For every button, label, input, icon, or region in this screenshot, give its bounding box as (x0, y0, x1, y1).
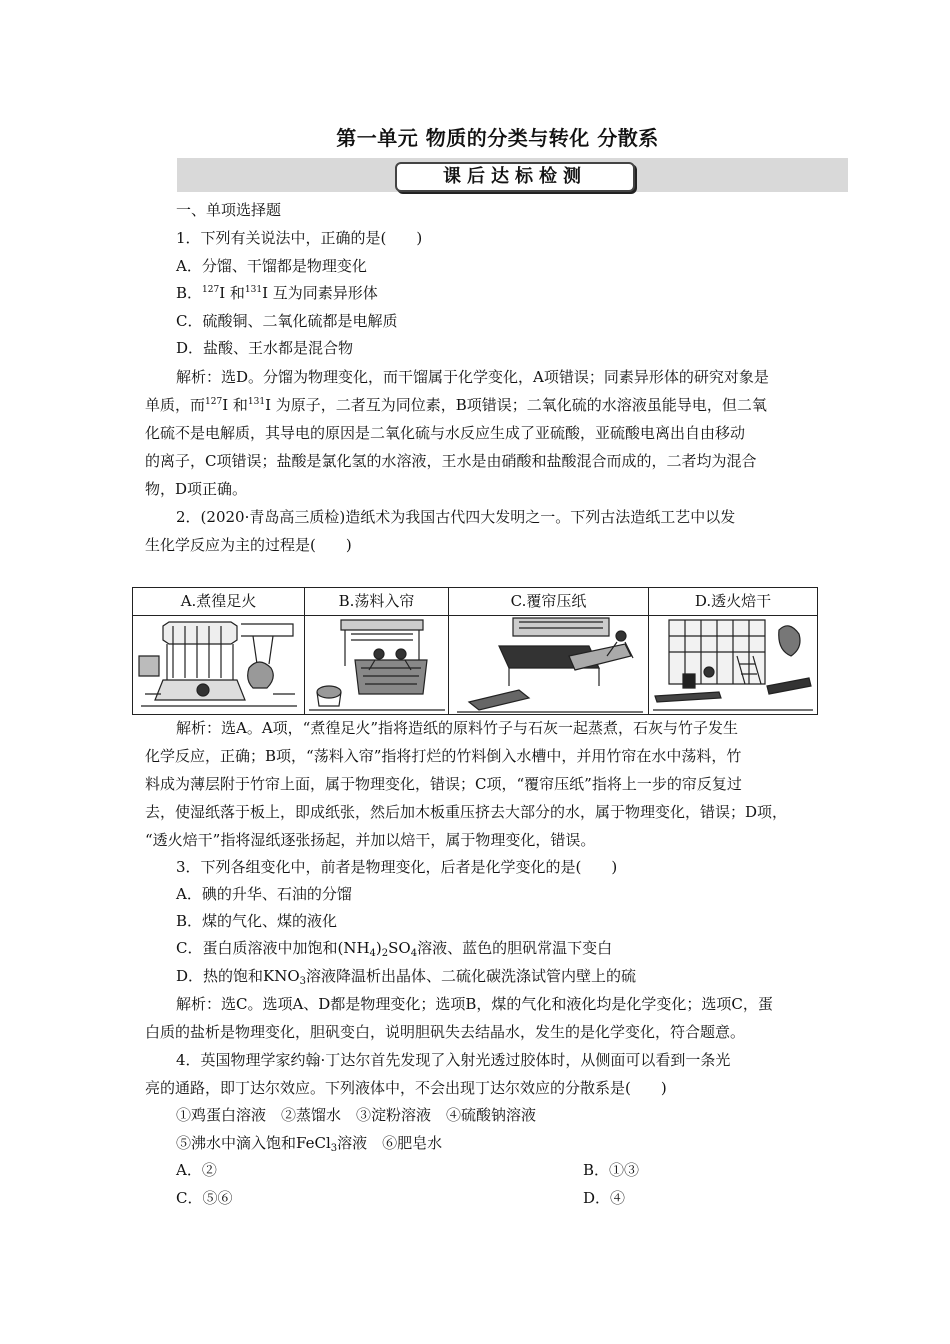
illustration-scooping (305, 616, 449, 714)
q4-items: ①鸡蛋白溶液 ②蒸馏水 ③淀粉溶液 ④硫酸钠溶液 (176, 1106, 537, 1124)
page-title: 第一单元 物质的分类与转化 分散系 (336, 126, 659, 150)
q4-option-a: A．② (176, 1161, 217, 1179)
table-header-d: D.透火焙干 (649, 588, 817, 616)
q4-stem: 亮的通路，即丁达尔效应。下列液体中，不会出现丁达尔效应的分散系是( ) (145, 1079, 667, 1097)
q3-option-d: D．热的饱和$KNO_3$溶液降温析出晶体、二硫化碳洗涤试管内壁上的硫 (176, 967, 637, 987)
q1-answer-line: 物，D项正确。 (145, 480, 248, 498)
q2-stem: 2．(2020·青岛高三质检)造纸术为我国古代四大发明之一。下列古法造纸工艺中以发 (176, 508, 736, 526)
q4-stem: 4．英国物理学家约翰·丁达尔首先发现了入射光透过胶体时，从侧面可以看到一条光 (176, 1051, 731, 1069)
q4-option-b: B．①③ (583, 1161, 640, 1179)
q3-answer-line: 解析：选C。选项A、D都是物理变化；选项B，煤的气化和液化均是化学变化；选项C，蛋 (176, 995, 773, 1013)
q1-stem: 1．下列有关说法中，正确的是( ) (176, 229, 423, 247)
q3-answer-line: 白质的盐析是物理变化，胆矾变白，说明胆矾失去结晶水，发生的是化学变化，符合题意。 (145, 1023, 746, 1041)
q1-option-d: D．盐酸、王水都是混合物 (176, 339, 354, 357)
table-header-a: A.煮徨足火 (133, 588, 305, 616)
illustration-boiling (133, 616, 305, 714)
q1-answer-line: 化硫不是电解质，其导电的原因是二氧化硫与水反应生成了亚硫酸，亚硫酸电离出自由移动 (145, 424, 746, 442)
q2-answer-line: 解析：选A。A项，“煮徨足火”指将造纸的原料竹子与石灰一起蒸煮，石灰与竹子发生 (176, 719, 739, 737)
q2-answer-line: “透火焙干”指将湿纸逐张扬起，并加以焙干，属于物理变化，错误。 (145, 831, 596, 849)
q4-items: ⑤沸水中滴入饱和FeCl$_3$溶液 ⑥肥皂水 (176, 1134, 443, 1154)
q1-option-b: B．$^{127}$I 和$^{131}$I 互为同素异形体 (176, 284, 378, 302)
q1-option-a: A．分馏、干馏都是物理变化 (176, 257, 367, 275)
q1-answer-line: 单质，而$^{127}$I 和$^{131}$I 为原子，二者互为同位素，B项错误；二氧化硫的水溶液虽能导电，但二氧 (145, 396, 767, 414)
q3-option-a: A．碘的升华、石油的分馏 (176, 885, 352, 903)
illustration-pressing (449, 616, 649, 714)
q4-option-d: D．④ (583, 1189, 626, 1207)
process-table (132, 587, 818, 715)
banner-label: 课后达标检测 (395, 162, 635, 192)
q4-option-c: C．⑤⑥ (176, 1189, 233, 1207)
table-header-c: C.覆帘压纸 (449, 588, 649, 616)
q2-answer-line: 料成为薄层附于竹帘上面，属于物理变化，错误；C项，“覆帘压纸”指将上一步的帘反复过 (145, 775, 742, 793)
table-header-b: B.荡料入帘 (305, 588, 449, 616)
q1-answer-line: 解析：选D。分馏为物理变化，而干馏属于化学变化，A项错误；同素异形体的研究对象是 (176, 368, 769, 386)
section-heading: 一、单项选择题 (176, 201, 282, 219)
q3-option-c: C．蛋白质溶液中加饱和$(NH_4)_2SO_4$溶液、蓝色的胆矾常温下变白 (176, 939, 613, 959)
q3-stem: 3．下列各组变化中，前者是物理变化，后者是化学变化的是( ) (176, 858, 618, 876)
q3-option-b: B．煤的气化、煤的液化 (176, 912, 338, 930)
illustration-drying (649, 616, 817, 714)
q2-answer-line: 化学反应，正确；B项，“荡料入帘”指将打烂的竹料倒入水槽中，并用竹帘在水中荡料，竹 (145, 747, 742, 765)
q1-answer-line: 的离子，C项错误；盐酸是氯化氢的水溶液，王水是由硝酸和盐酸混合而成的，二者均为混合 (145, 452, 757, 470)
q2-answer-line: 去，使湿纸落于板上，即成纸张，然后加木板重压挤去大部分的水，属于物理变化，错误；D项， (145, 803, 788, 821)
q1-option-c: C．硫酸铜、二氧化硫都是电解质 (176, 312, 398, 330)
q2-stem: 生化学反应为主的过程是( ) (145, 536, 352, 554)
